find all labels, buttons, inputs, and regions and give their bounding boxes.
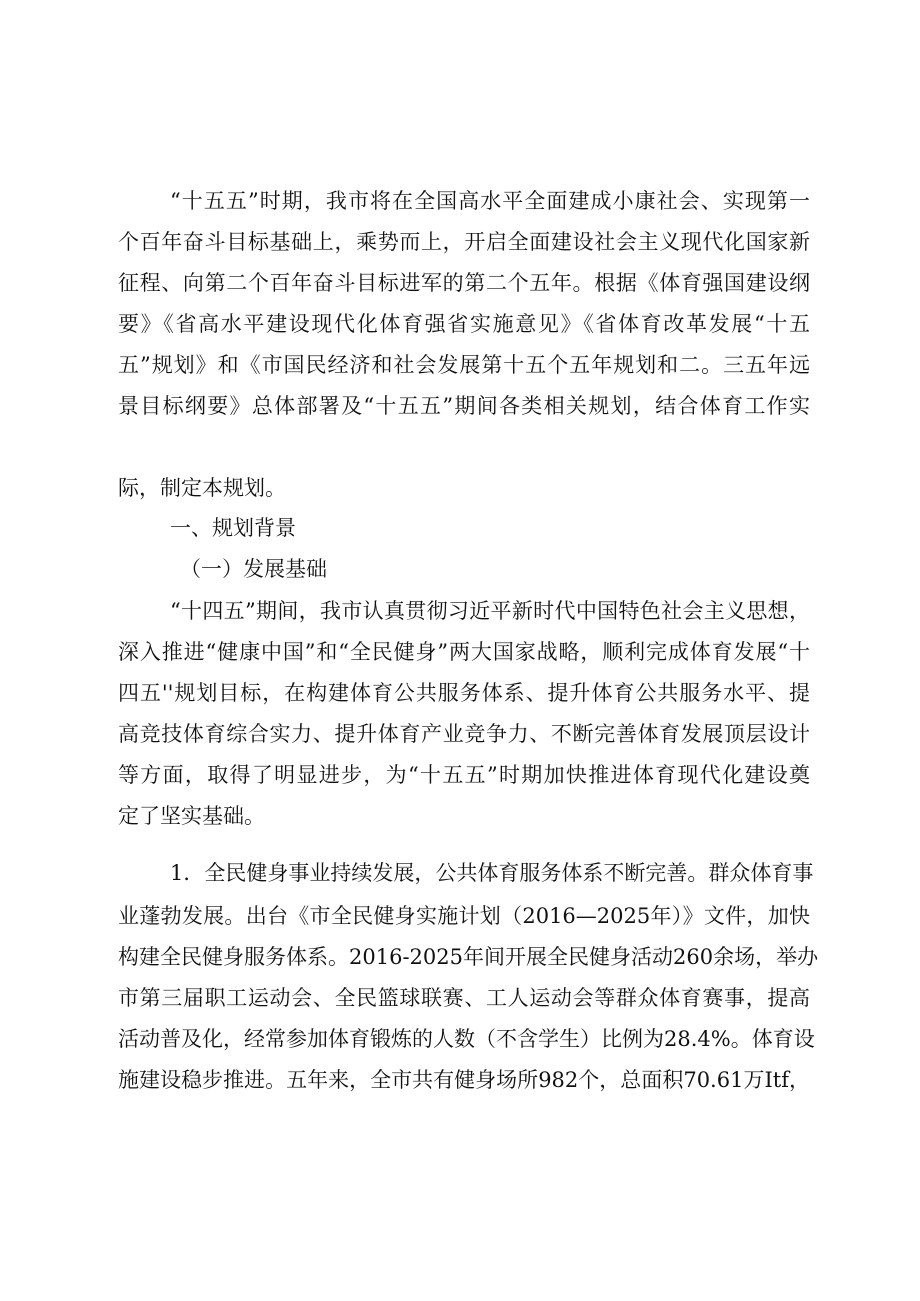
intro-paragraph-line: 征程、向第二个百年奋斗目标进军的第二个五年。根据《体育强国建设纲 xyxy=(118,271,810,295)
intro-paragraph-line: “十五五”时期，我市将在全国高水平全面建成小康社会、实现第一 xyxy=(170,189,810,213)
background-paragraph-line: 四五''规划目标，在构建体育公共服务体系、提升体育公共服务水平、提 xyxy=(118,681,810,705)
section-heading: 一、规划背景 xyxy=(170,516,296,540)
section-subheading: （一）发展基础 xyxy=(180,557,327,581)
intro-paragraph-line: 五”规划》和《市国民经济和社会发展第十五个五年规划和二。三五年远 xyxy=(118,353,810,377)
item-paragraph-line: 市第三届职工运动会、全民篮球联赛、工人运动会等群众体育赛事，提高 xyxy=(118,986,810,1010)
intro-paragraph-line: 景目标纲要》总体部署及“十五五”期间各类相关规划，结合体育工作实 xyxy=(118,394,810,418)
intro-paragraph-line: 要》《省高水平建设现代化体育强省实施意见》《省体育改革发展“十五 xyxy=(118,312,810,336)
item-paragraph-line: 活动普及化，经常参加体育锻炼的人数（不含学生）比例为28.4%。体育设 xyxy=(118,1027,815,1051)
intro-paragraph-line: 个百年奋斗目标基础上，乘势而上，开启全面建设社会主义现代化国家新 xyxy=(118,230,810,254)
background-paragraph-line: 定了坚实基础。 xyxy=(118,804,265,828)
intro-paragraph-line: 际，制定本规划。 xyxy=(118,476,286,500)
background-paragraph-line: 等方面，取得了明显进步，为“十五五”时期加快推进体育现代化建设奠 xyxy=(118,763,810,787)
item-paragraph-line: 1．全民健身事业持续发展，公共体育服务体系不断完善。群众体育事 xyxy=(170,861,814,885)
background-paragraph-line: 深入推进“健康中国”和“全民健身”两大国家战略，顺利完成体育发展“十 xyxy=(118,640,810,664)
background-paragraph-line: “十四五”期间，我市认真贯彻习近平新时代中国特色社会主义思想， xyxy=(170,599,810,623)
item-paragraph-line: 施建设稳步推进。五年来，全市共有健身场所982个，总面积70.61万Itf， xyxy=(118,1068,810,1092)
background-paragraph-line: 高竞技体育综合实力、提升体育产业竞争力、不断完善体育发展顶层设计 xyxy=(118,722,810,746)
item-paragraph-line: 业蓬勃发展。出台《市全民健身实施计划（2016—2025年）》文件，加快 xyxy=(118,904,810,928)
item-paragraph-line: 构建全民健身服务体系。2016-2025年间开展全民健身活动260余场，举办 xyxy=(118,945,819,969)
